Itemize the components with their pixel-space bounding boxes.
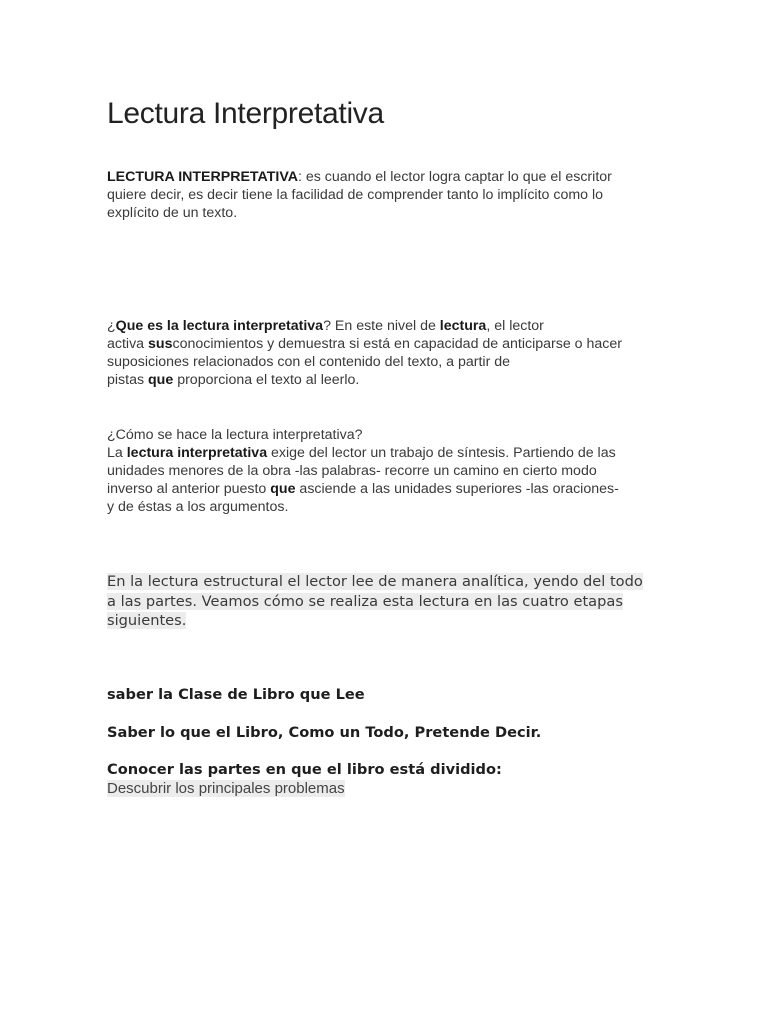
- step-heading-2: Saber lo que el Libro, Como un Todo, Pretende Decir.: [107, 724, 542, 741]
- definition-line-3: explícito de un texto.: [107, 205, 238, 221]
- question1-paragraph: [107, 317, 622, 389]
- question2-line-2: La lectura interpretativa exige del lector un trabajo de síntesis. Partiendo de las: [107, 445, 616, 461]
- question2-heading: ¿Cómo se hace la lectura interpretativa?: [107, 427, 363, 443]
- question2-paragraph: [107, 426, 619, 516]
- structural-line-1: En la lectura estructural el lector lee de manera analítica, yendo del todo: [107, 573, 643, 590]
- question2-line-5: y de éstas a los argumentos.: [107, 499, 289, 515]
- question1-line-3: suposiciones relacionados con el contenido del texto, a partir de: [107, 354, 511, 370]
- step-subtext: [107, 779, 345, 798]
- question1-line-2: activa susconocimientos y demuestra si está en capacidad de anticiparse o hacer: [107, 336, 622, 352]
- structural-line-2: a las partes. Veamos cómo se realiza esta lectura en las cuatro etapas: [107, 592, 623, 610]
- step-heading-1: saber la Clase de Libro que Lee: [107, 686, 365, 703]
- definition-term: LECTURA INTERPRETATIVA: [107, 169, 298, 185]
- question2-line-4: inverso al anterior puesto que asciende a las unidades superiores -las oraciones-: [107, 481, 619, 497]
- structural-line-3: siguientes.: [107, 612, 187, 629]
- question1-line-1: ¿Que es la lectura interpretativa? En este nivel de lectura, el lector: [107, 318, 544, 334]
- page-title: Lectura Interpretativa: [107, 97, 384, 130]
- question2-line-3: unidades menores de la obra -las palabras- recorre un camino en cierto modo: [107, 463, 597, 479]
- definition-paragraph: [107, 168, 612, 222]
- step-heading-3: Conocer las partes en que el libro está dividido:: [107, 761, 502, 778]
- structural-reading-paragraph: [107, 572, 643, 631]
- step-subtext-highlight: Descubrir los principales problemas: [107, 780, 345, 797]
- definition-line-1: LECTURA INTERPRETATIVA: es cuando el lector logra captar lo que el escritor: [107, 169, 612, 185]
- question1-line-4: pistas que proporciona el texto al leerlo.: [107, 372, 360, 388]
- definition-line-2: quiere decir, es decir tiene la facilidad de comprender tanto lo implícito como lo: [107, 187, 604, 203]
